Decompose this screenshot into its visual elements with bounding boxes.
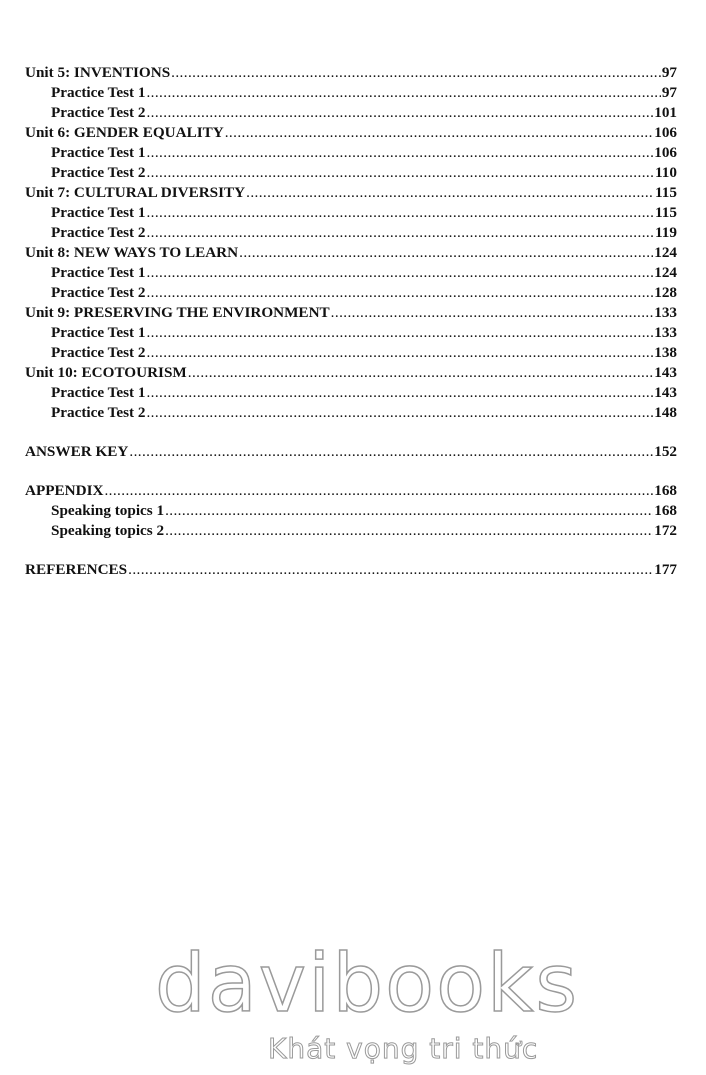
toc-leader-dots [146,163,654,183]
toc-entry-page: 168 [654,482,677,499]
toc-entry-page: 101 [654,104,677,121]
toc-entry-page: 143 [654,384,677,401]
toc-leader-dots [146,403,653,423]
toc-entry-title: REFERENCES [25,561,128,578]
watermark-brand: davibooks [155,937,580,1030]
toc-entry-unit-6[interactable] [25,123,677,143]
toc-leader-dots [146,323,653,343]
watermark [0,935,706,1075]
toc-entry-unit-9-test-1[interactable] [25,323,677,343]
toc-entry-page: 97 [661,84,677,101]
toc-leader-dots [165,521,653,541]
toc-entry-title: Unit 10: ECOTOURISM [25,364,187,381]
toc-entry-unit-10-test-1[interactable] [25,383,677,403]
toc-entry-title: Unit 5: INVENTIONS [25,64,171,81]
toc-entry-title: Practice Test 1 [51,84,146,101]
toc-leader-dots [146,383,653,403]
toc-entry-title: Speaking topics 2 [51,522,165,539]
toc-entry-answer-key[interactable] [25,442,677,462]
toc-entry-unit-8-test-2[interactable] [25,283,677,303]
toc-entry-page: 115 [655,204,677,221]
toc-entry-title: Practice Test 2 [51,344,146,361]
toc-entry-page: 115 [655,184,677,201]
toc-entry-unit-5-test-2[interactable] [25,103,677,123]
toc-entry-title: ANSWER KEY [25,443,129,460]
toc-entry-unit-10[interactable] [25,363,677,383]
toc-entry-title: Practice Test 2 [51,224,146,241]
toc-entry-title: Unit 7: CULTURAL DIVERSITY [25,184,246,201]
toc-entry-title: APPENDIX [25,482,104,499]
toc-leader-dots [331,303,654,323]
toc-entry-title: Practice Test 1 [51,324,146,341]
toc-entry-page: 110 [655,164,677,181]
table-of-contents [25,63,677,580]
toc-leader-dots [129,442,653,462]
toc-leader-dots [165,501,653,521]
toc-entry-title: Speaking topics 1 [51,502,165,519]
toc-entry-page: 124 [654,244,677,261]
toc-entry-appendix[interactable] [25,481,677,501]
toc-entry-references[interactable] [25,560,677,580]
toc-leader-dots [146,103,653,123]
toc-entry-page: 143 [654,364,677,381]
toc-entry-unit-9-test-2[interactable] [25,343,677,363]
toc-entry-page: 177 [654,561,677,578]
watermark-tagline: Khát vọng tri thức [268,1032,539,1065]
toc-entry-page: 168 [654,502,677,519]
toc-entry-page: 152 [654,443,677,460]
toc-entry-speaking-topics-1[interactable] [25,501,677,521]
toc-leader-dots [239,243,653,263]
toc-entry-page: 133 [654,324,677,341]
toc-entry-title: Unit 9: PRESERVING THE ENVIRONMENT [25,304,330,321]
toc-leader-dots [146,343,653,363]
toc-entry-page: 128 [654,284,677,301]
toc-entry-unit-7[interactable] [25,183,677,203]
toc-entry-title: Practice Test 2 [51,404,146,421]
toc-leader-dots [171,63,661,83]
toc-entry-title: Practice Test 1 [51,204,146,221]
toc-entry-page: 124 [654,264,677,281]
toc-entry-page: 138 [654,344,677,361]
toc-leader-dots [146,83,660,103]
toc-entry-unit-5[interactable] [25,63,677,83]
toc-entry-title: Practice Test 2 [51,104,146,121]
toc-entry-title: Practice Test 1 [51,144,146,161]
toc-entry-speaking-topics-2[interactable] [25,521,677,541]
toc-leader-dots [146,223,654,243]
toc-entry-page: 97 [661,64,677,81]
toc-entry-title: Unit 8: NEW WAYS TO LEARN [25,244,239,261]
toc-entry-unit-7-test-1[interactable] [25,203,677,223]
toc-leader-dots [246,183,654,203]
toc-entry-title: Practice Test 2 [51,284,146,301]
toc-entry-unit-7-test-2[interactable] [25,223,677,243]
toc-entry-title: Practice Test 2 [51,164,146,181]
toc-entry-unit-5-test-1[interactable] [25,83,677,103]
toc-leader-dots [104,481,653,501]
toc-leader-dots [188,363,653,383]
toc-entry-page: 119 [655,224,677,241]
toc-entry-unit-10-test-2[interactable] [25,403,677,423]
toc-entry-unit-6-test-1[interactable] [25,143,677,163]
toc-leader-dots [146,143,653,163]
toc-entry-page: 106 [654,124,677,141]
toc-entry-title: Unit 6: GENDER EQUALITY [25,124,224,141]
toc-leader-dots [146,263,653,283]
toc-entry-unit-8[interactable] [25,243,677,263]
toc-entry-title: Practice Test 1 [51,264,146,281]
toc-leader-dots [146,203,654,223]
toc-entry-page: 133 [654,304,677,321]
toc-leader-dots [128,560,653,580]
toc-entry-page: 106 [654,144,677,161]
toc-entry-title: Practice Test 1 [51,384,146,401]
toc-entry-page: 172 [654,522,677,539]
toc-entry-page: 148 [654,404,677,421]
toc-entry-unit-6-test-2[interactable] [25,163,677,183]
toc-leader-dots [146,283,653,303]
toc-entry-unit-9[interactable] [25,303,677,323]
toc-entry-unit-8-test-1[interactable] [25,263,677,283]
toc-leader-dots [225,123,653,143]
